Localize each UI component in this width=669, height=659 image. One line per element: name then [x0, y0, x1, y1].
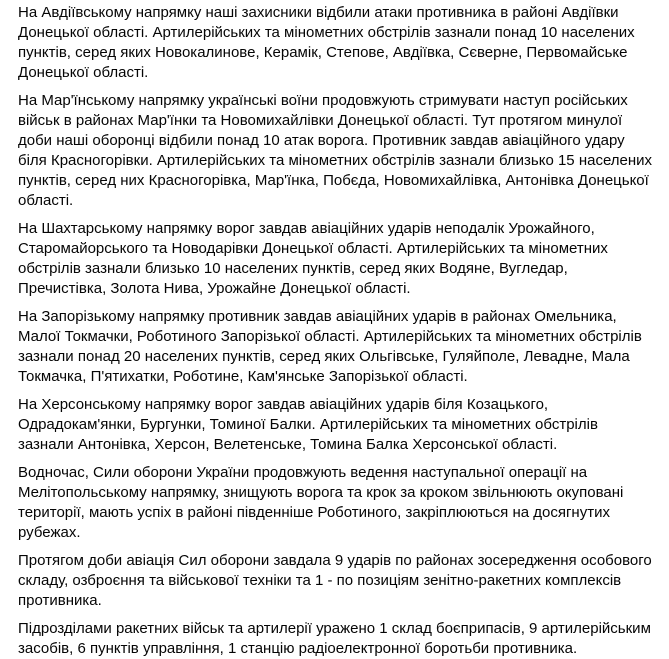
- paragraph-shakhtarsk-direction: На Шахтарському напрямку ворог завдав авіаційних ударів неподалік Урожайного, Старомайорського та Новодарівки Донецької області. Артилерійських та мінометних обстрілів зазнали близько 10 населених пунктів, серед яких Водяне, Вугледар, Пречистівка, Золота Нива, Урожайне Донецької області.: [18, 220, 608, 297]
- paragraph-rocket-artillery-strikes: Підрозділами ракетних військ та артилерії уражено 1 склад боєприпасів, 9 артилерійським засобів, 6 пунктів управління, 1 станцію радіоелектронної боротьби противника.: [18, 620, 651, 657]
- paragraph-kherson-direction: На Херсонському напрямку ворог завдав авіаційних ударів біля Козацького, Одрадокам'янки, Бургунки, Томиної Балки. Артилерійських та мінометних обстрілів зазнали Антонівка, Херсон, Велетенське, Томина Балка Херсонської області.: [18, 396, 598, 453]
- paragraph-avdiivka-direction: На Авдіївському напрямку наші захисники відбили атаки противника в районі Авдіївки Донецької області. Артилерійських та мінометних обстрілів зазнали понад 10 населених пунктів, серед яких Новокалинове, Керамік, Степове, Авдіївка, Сєверне, Первомайське Донецької області.: [18, 4, 635, 81]
- paragraph-aviation-strikes: Протягом доби авіація Сил оборони завдала 9 ударів по районах зосередження особового складу, озброєння та військової техніки та 1 - по позиціям зенітно-ракетних комплексів противника.: [18, 552, 652, 609]
- paragraph-marinka-direction: На Мар'їнському напрямку українські воїни продовжують стримувати наступ російських військ в районах Мар'їнки та Новомихайлівки Донецької області. Тут протягом минулої доби наші оборонці відбили понад 10 атак ворога. Противник завдав авіаційного удару біля Красногорівки. Артилерійських та мінометних обстрілів зазнали близько 15 населених пунктів, серед них Красногорівка, Мар'їнка, Побєда, Новомихайлівка, Антонівка Донецької області.: [18, 92, 653, 209]
- paragraph-melitopol-offensive: Водночас, Сили оборони України продовжують ведення наступальної операції на Мелітопольському напрямку, знищують ворога та крок за кроком звільнюють окуповані території, мають успіх в районі південніше Роботиного, закріплюються на досягнутих рубежах.: [18, 464, 624, 541]
- paragraph-zaporizhzhia-direction: На Запорізькому напрямку противник завдав авіаційних ударів в районах Омельника, Малої Токмачки, Роботиного Запорізької області. Артилерійських та мінометних обстрілів зазнали понад 20 населених пунктів, серед яких Ольгівське, Гуляйполе, Левадне, Мала Токмачка, П'ятихатки, Роботине, Кам'янське Запорізької області.: [18, 308, 642, 385]
